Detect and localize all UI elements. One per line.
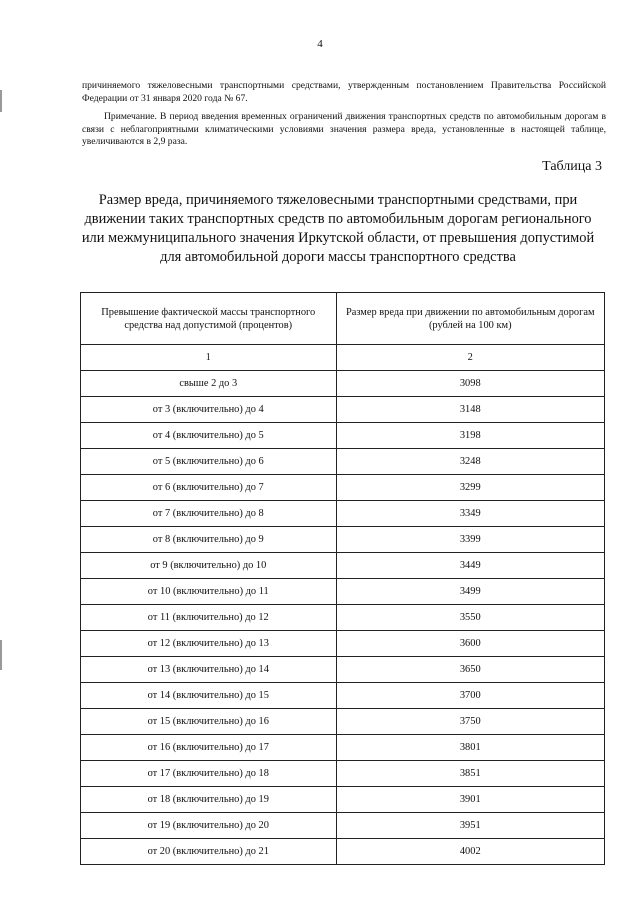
excess-range-cell: от 10 (включительно) до 11: [81, 579, 337, 605]
table-row: [81, 735, 605, 761]
damage-value-cell: 3349: [336, 501, 604, 527]
table-label: Таблица 3: [542, 159, 602, 174]
table-row: [81, 371, 605, 397]
table-row: [81, 553, 605, 579]
excess-range-cell: от 9 (включительно) до 10: [81, 553, 337, 579]
excess-range-cell: от 18 (включительно) до 19: [81, 787, 337, 813]
damage-value-cell: 3851: [336, 761, 604, 787]
excess-range-cell: свыше 2 до 3: [81, 371, 337, 397]
table-body: [81, 345, 605, 865]
excess-range-cell: от 13 (включительно) до 14: [81, 657, 337, 683]
table-row: [81, 605, 605, 631]
damage-value-cell: 3901: [336, 787, 604, 813]
excess-range-cell: от 19 (включительно) до 20: [81, 813, 337, 839]
damage-value-cell: 3399: [336, 527, 604, 553]
damage-value-cell: 3951: [336, 813, 604, 839]
damage-value-cell: 3600: [336, 631, 604, 657]
excess-range-cell: от 4 (включительно) до 5: [81, 423, 337, 449]
table-title: Размер вреда, причиняемого тяжеловесными транспортными средствами, при движении таких транспортных средств по автомобильным дорогам регионального или межмуниципального значения Иркутской области, от превышения допустимой для автомобильной дороги массы транспортного средства: [81, 192, 595, 265]
header-excess-mass: Превышение фактической массы транспортного средства над допустимой (процентов): [81, 293, 337, 345]
damage-value-cell: 3198: [336, 423, 604, 449]
excess-range-cell: от 20 (включительно) до 21: [81, 839, 337, 865]
table-row: [81, 657, 605, 683]
table-row: [81, 631, 605, 657]
damage-value-cell: 3801: [336, 735, 604, 761]
damage-value-cell: 4002: [336, 839, 604, 865]
damage-value-cell: 3750: [336, 709, 604, 735]
damage-value-cell: 3449: [336, 553, 604, 579]
excess-range-cell: от 14 (включительно) до 15: [81, 683, 337, 709]
excess-range-cell: от 3 (включительно) до 4: [81, 397, 337, 423]
table-row: [81, 787, 605, 813]
excess-range-cell: от 6 (включительно) до 7: [81, 475, 337, 501]
table-row: [81, 397, 605, 423]
damage-value-cell: 3248: [336, 449, 604, 475]
column-number-row: [81, 345, 605, 371]
table-row: [81, 683, 605, 709]
damage-value-cell: 3299: [336, 475, 604, 501]
table-row: [81, 709, 605, 735]
damage-value-cell: 3650: [336, 657, 604, 683]
excess-range-cell: от 15 (включительно) до 16: [81, 709, 337, 735]
excess-range-cell: от 16 (включительно) до 17: [81, 735, 337, 761]
continuation-paragraph: причиняемого тяжеловесными транспортными средствами, утвержденным постановлением Правительства Российской Федерации от 31 января 2020 года № 67.: [82, 80, 606, 104]
damage-value-cell: 3098: [336, 371, 604, 397]
note-paragraph: Примечание. В период введения временных ограничений движения транспортных средств по автомобильным дорогам в связи с неблагоприятными климатическими условиями значения размера вреда, установленные в настоящей таблице, увеличиваются в 2,9 раза.: [82, 111, 606, 147]
excess-range-cell: от 8 (включительно) до 9: [81, 527, 337, 553]
table-header-row: [81, 293, 605, 345]
table-row: [81, 423, 605, 449]
damage-value-cell: 3700: [336, 683, 604, 709]
damage-value-cell: 3499: [336, 579, 604, 605]
column-number: 2: [336, 345, 604, 371]
excess-range-cell: от 5 (включительно) до 6: [81, 449, 337, 475]
excess-range-cell: от 12 (включительно) до 13: [81, 631, 337, 657]
damage-value-cell: 3550: [336, 605, 604, 631]
damage-value-cell: 3148: [336, 397, 604, 423]
table-row: [81, 813, 605, 839]
page-number: 4: [317, 38, 323, 50]
table-row: [81, 501, 605, 527]
scan-margin-mark-bottom: [0, 640, 2, 670]
header-damage-amount: Размер вреда при движении по автомобильным дорогам (рублей на 100 км): [336, 293, 604, 345]
excess-range-cell: от 7 (включительно) до 8: [81, 501, 337, 527]
table-row: [81, 449, 605, 475]
excess-range-cell: от 11 (включительно) до 12: [81, 605, 337, 631]
table-row: [81, 579, 605, 605]
excess-range-cell: от 17 (включительно) до 18: [81, 761, 337, 787]
scan-margin-mark-top: [0, 90, 2, 112]
table-row: [81, 475, 605, 501]
table-row: [81, 527, 605, 553]
table-row: [81, 839, 605, 865]
table-row: [81, 761, 605, 787]
column-number: 1: [81, 345, 337, 371]
damage-table: [80, 292, 605, 865]
